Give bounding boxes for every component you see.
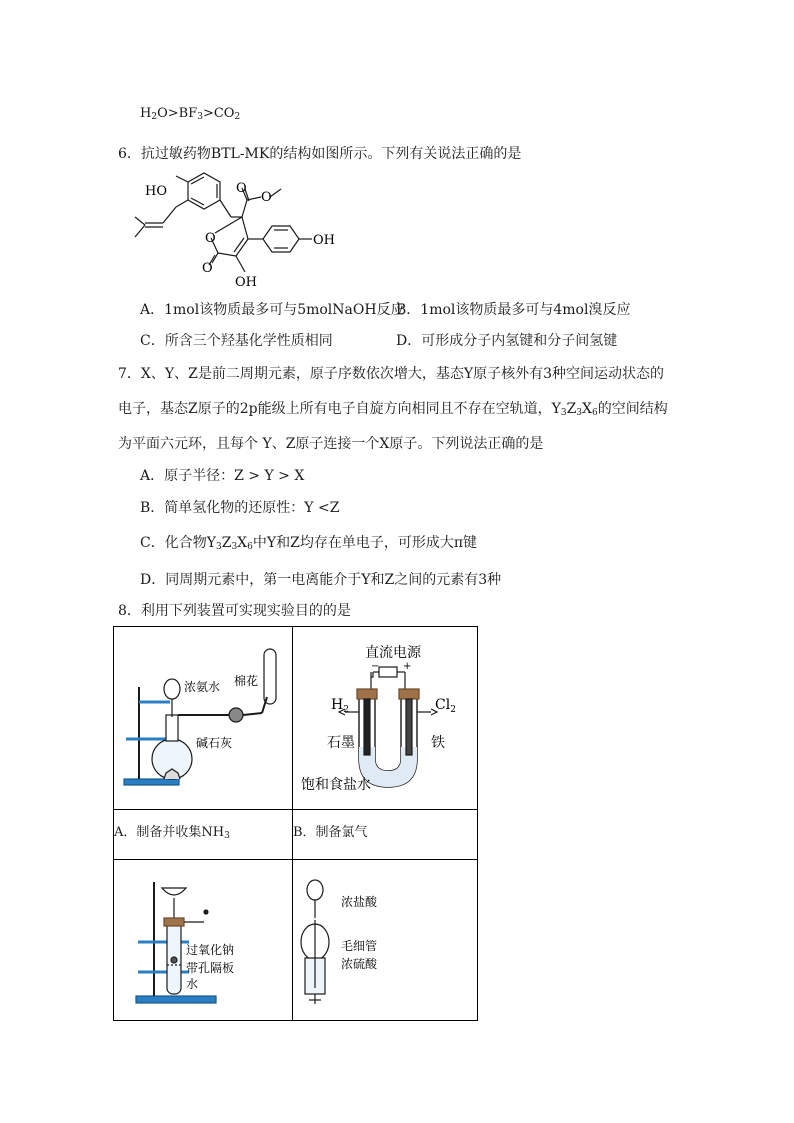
- q7-option-c: C．化合物$Y_3Z_3X_6$中Y和Z均存在单电子，可形成大π键: [140, 535, 478, 552]
- apparatus-a-cell: [114, 627, 293, 810]
- ring-o-label: O: [205, 231, 216, 246]
- q6-option-b: B．1mol该物质最多可与4mol溴反应: [396, 302, 631, 318]
- apparatus-d-cell: [293, 860, 478, 1021]
- q6-option-a: A．1mol该物质最多可与5molNaOH反应: [140, 302, 405, 318]
- graphite-label: 石墨: [327, 735, 355, 751]
- apparatus-a-diagram: [114, 627, 292, 805]
- oh-phenyl-label: OH: [313, 233, 335, 248]
- apparatus-d-label-hcl: 浓盐酸: [341, 895, 378, 909]
- apparatus-d-diagram: [293, 860, 477, 1016]
- apparatus-c-label-perforated-plate: 带孔隔板: [186, 961, 235, 975]
- q7-option-a: A．原子半径：Z > Y > X: [140, 468, 305, 484]
- apparatus-a-label-soda-lime: 碱石灰: [196, 736, 233, 750]
- apparatus-a-label-cotton: 棉花: [234, 674, 259, 688]
- h2-label: $H_2$: [331, 697, 349, 715]
- apparatus-c-label-water: 水: [186, 977, 199, 991]
- q8-apparatus-table: [113, 626, 478, 1021]
- ester-carbonyl-o-label: O: [236, 181, 247, 196]
- cl2-label: $Cl_2$: [435, 697, 456, 715]
- apparatus-d-label-capillary: 毛细管: [341, 939, 378, 953]
- q7-option-b: B．简单氢化物的还原性：Y <Z: [140, 500, 340, 516]
- keto-o-label: O: [202, 261, 213, 276]
- plus-terminal-label: +: [403, 661, 412, 672]
- power-source-label: 直流电源: [365, 645, 421, 661]
- ester-o-label: O: [261, 190, 272, 205]
- q7-stem-line1: 7．X、Y、Z是前二周期元素，原子序数依次增大，基态Y原子核外有3种空间运动状态的: [118, 366, 664, 382]
- apparatus-d-label-h2so4: 浓硫酸: [341, 957, 378, 971]
- caption-b: B．制备氯气: [293, 810, 478, 860]
- caption-a: A．制备并收集$NH_3$: [114, 810, 293, 860]
- previous-answer-line: $H_2O>BF_3>CO_2$: [140, 106, 241, 122]
- q8-stem: 8．利用下列装置可实现实验目的的是: [118, 603, 351, 619]
- q6-option-c: C．所含三个羟基化学性质相同: [140, 333, 333, 349]
- apparatus-c-diagram: [114, 860, 292, 1016]
- apparatus-b-diagram: [293, 627, 477, 805]
- apparatus-c-cell: [114, 860, 293, 1021]
- iron-label: 铁: [431, 735, 445, 751]
- apparatus-b-cell: [293, 627, 478, 810]
- q7-option-d: D．同周期元素中，第一电离能介于Y和Z之间的元素有3种: [140, 572, 502, 588]
- minus-terminal-label: −: [371, 661, 380, 672]
- brine-label: 饱和食盐水: [301, 777, 371, 793]
- apparatus-c-label-sodium-peroxide: 过氧化钠: [186, 943, 235, 957]
- apparatus-a-label-ammonia: 浓氨水: [184, 680, 221, 694]
- q7-stem-line3: 为平面六元环，且每个 Y、Z原子连接一个X原子。下列说法正确的是: [118, 436, 544, 452]
- oh-bottom-label: OH: [235, 275, 257, 290]
- q6-stem: 6．抗过敏药物BTL-MK的结构如图所示。下列有关说法正确的是: [118, 146, 522, 162]
- q6-structure-diagram: [118, 170, 358, 295]
- q7-stem-line2: 电子，基态Z原子的2p能级上所有电子自旋方向相同且不存在空轨道，$Y_3Z_3X_6$的空间结构: [118, 401, 668, 418]
- q6-option-d: D．可形成分子内氢键和分子间氢键: [396, 333, 618, 349]
- ho-label: HO: [145, 184, 167, 199]
